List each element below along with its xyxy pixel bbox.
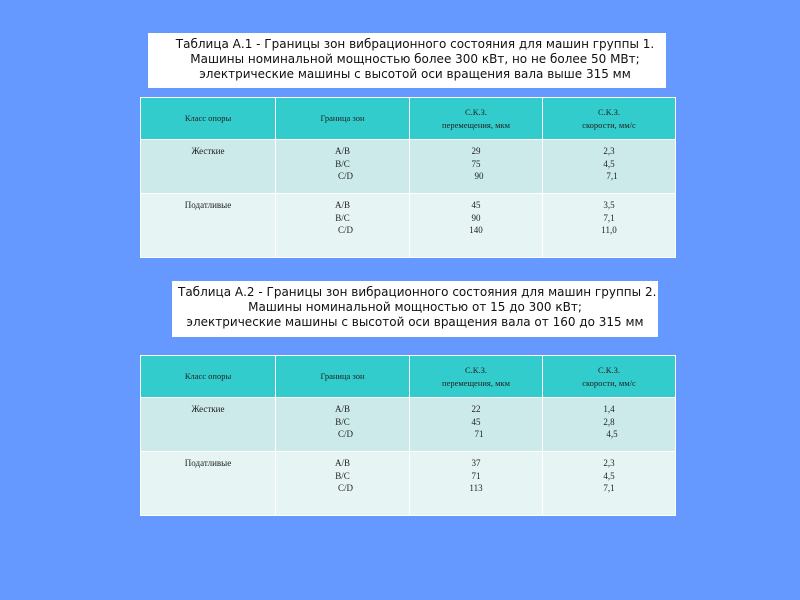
caption-line: Таблица А.1 - Границы зон вибрационного состояния для машин группы 1.	[175, 37, 655, 51]
cell-value: 3,5	[603, 200, 615, 210]
cell-value: 4,5	[606, 429, 618, 439]
cell-zones	[276, 194, 410, 258]
cell-value: 11,0	[601, 225, 617, 235]
cell-value: 7,1	[606, 171, 618, 181]
header-line: С.К.З.	[598, 365, 620, 375]
cell-value: 22	[471, 404, 481, 414]
cell-value: 113	[469, 483, 483, 493]
table-row	[141, 398, 676, 452]
cell-value: C/D	[337, 225, 353, 235]
cell-value: 37	[471, 458, 481, 468]
header-support-class: Класс опоры	[141, 356, 276, 398]
header-displacement	[410, 356, 543, 398]
cell-velocity	[543, 398, 676, 452]
cell-value: 45	[471, 416, 481, 427]
header-line: С.К.З.	[465, 107, 487, 117]
cell-zones	[276, 398, 410, 452]
table2	[140, 355, 676, 516]
header-line: С.К.З.	[598, 107, 620, 117]
caption-line: Таблица А.2 - Границы зон вибрационного состояния для машин группы 2.	[178, 285, 657, 299]
cell-displacement	[410, 452, 543, 516]
table2-caption	[172, 281, 658, 337]
header-displacement	[410, 98, 543, 140]
cell-zones	[276, 452, 410, 516]
table1	[140, 97, 676, 258]
header-zone-boundary: Граница зон	[276, 98, 410, 140]
cell-value: B/C	[335, 212, 350, 223]
header-zone-boundary: Граница зон	[276, 356, 410, 398]
cell-value: A/B	[334, 146, 350, 156]
cell-value: C/D	[337, 171, 353, 181]
table-row	[141, 140, 676, 194]
cell-value: A/B	[334, 404, 350, 414]
caption-line: Машины номинальной мощностью от 15 до 300 кВт;	[248, 300, 582, 314]
cell-support-class: Жесткие	[141, 398, 276, 452]
cell-value: A/B	[334, 200, 350, 210]
header-line: перемещения, мкм	[442, 377, 510, 388]
header-line: С.К.З.	[465, 365, 487, 375]
header-support-class: Класс опоры	[141, 98, 276, 140]
table-row	[141, 194, 676, 258]
cell-value: 7,1	[603, 483, 615, 493]
cell-displacement	[410, 194, 543, 258]
cell-value: 90	[471, 212, 481, 223]
cell-support-class: Податливые	[141, 194, 276, 258]
cell-value: 140	[469, 225, 483, 235]
cell-value: 71	[474, 429, 484, 439]
cell-displacement	[410, 398, 543, 452]
table-row	[141, 452, 676, 516]
table-header-row	[141, 98, 676, 140]
cell-value: C/D	[337, 483, 353, 493]
cell-velocity	[543, 140, 676, 194]
caption-line: электрические машины с высотой оси вращения вала от 160 до 315 мм	[186, 315, 644, 329]
cell-value: 2,8	[603, 416, 615, 427]
cell-value: 2,3	[603, 458, 615, 468]
cell-support-class: Жесткие	[141, 140, 276, 194]
cell-value: B/C	[335, 416, 350, 427]
caption-line: электрические машины с высотой оси вращения вала выше 315 мм	[199, 67, 631, 81]
cell-value: B/C	[335, 158, 350, 169]
caption-line: Машины номинальной мощностью более 300 кВт, но не более 50 МВт;	[190, 52, 640, 66]
cell-value: A/B	[334, 458, 350, 468]
cell-value: 4,5	[603, 470, 615, 481]
cell-value: 4,5	[603, 158, 615, 169]
cell-value: B/C	[335, 470, 350, 481]
header-line: скорости, мм/с	[582, 119, 636, 130]
cell-value: 45	[471, 200, 481, 210]
header-line: скорости, мм/с	[582, 377, 636, 388]
cell-support-class: Податливые	[141, 452, 276, 516]
cell-velocity	[543, 452, 676, 516]
cell-value: 7,1	[603, 212, 615, 223]
cell-value: 29	[471, 146, 481, 156]
cell-value: 90	[474, 171, 484, 181]
header-line: перемещения, мкм	[442, 119, 510, 130]
cell-value: 1,4	[603, 404, 615, 414]
cell-value: 2,3	[603, 146, 615, 156]
cell-value: 71	[471, 470, 481, 481]
cell-displacement	[410, 140, 543, 194]
cell-value: 75	[471, 158, 481, 169]
header-velocity	[543, 356, 676, 398]
table-header-row	[141, 356, 676, 398]
header-velocity	[543, 98, 676, 140]
table1-caption	[148, 33, 666, 88]
cell-velocity	[543, 194, 676, 258]
cell-zones	[276, 140, 410, 194]
cell-value: C/D	[337, 429, 353, 439]
